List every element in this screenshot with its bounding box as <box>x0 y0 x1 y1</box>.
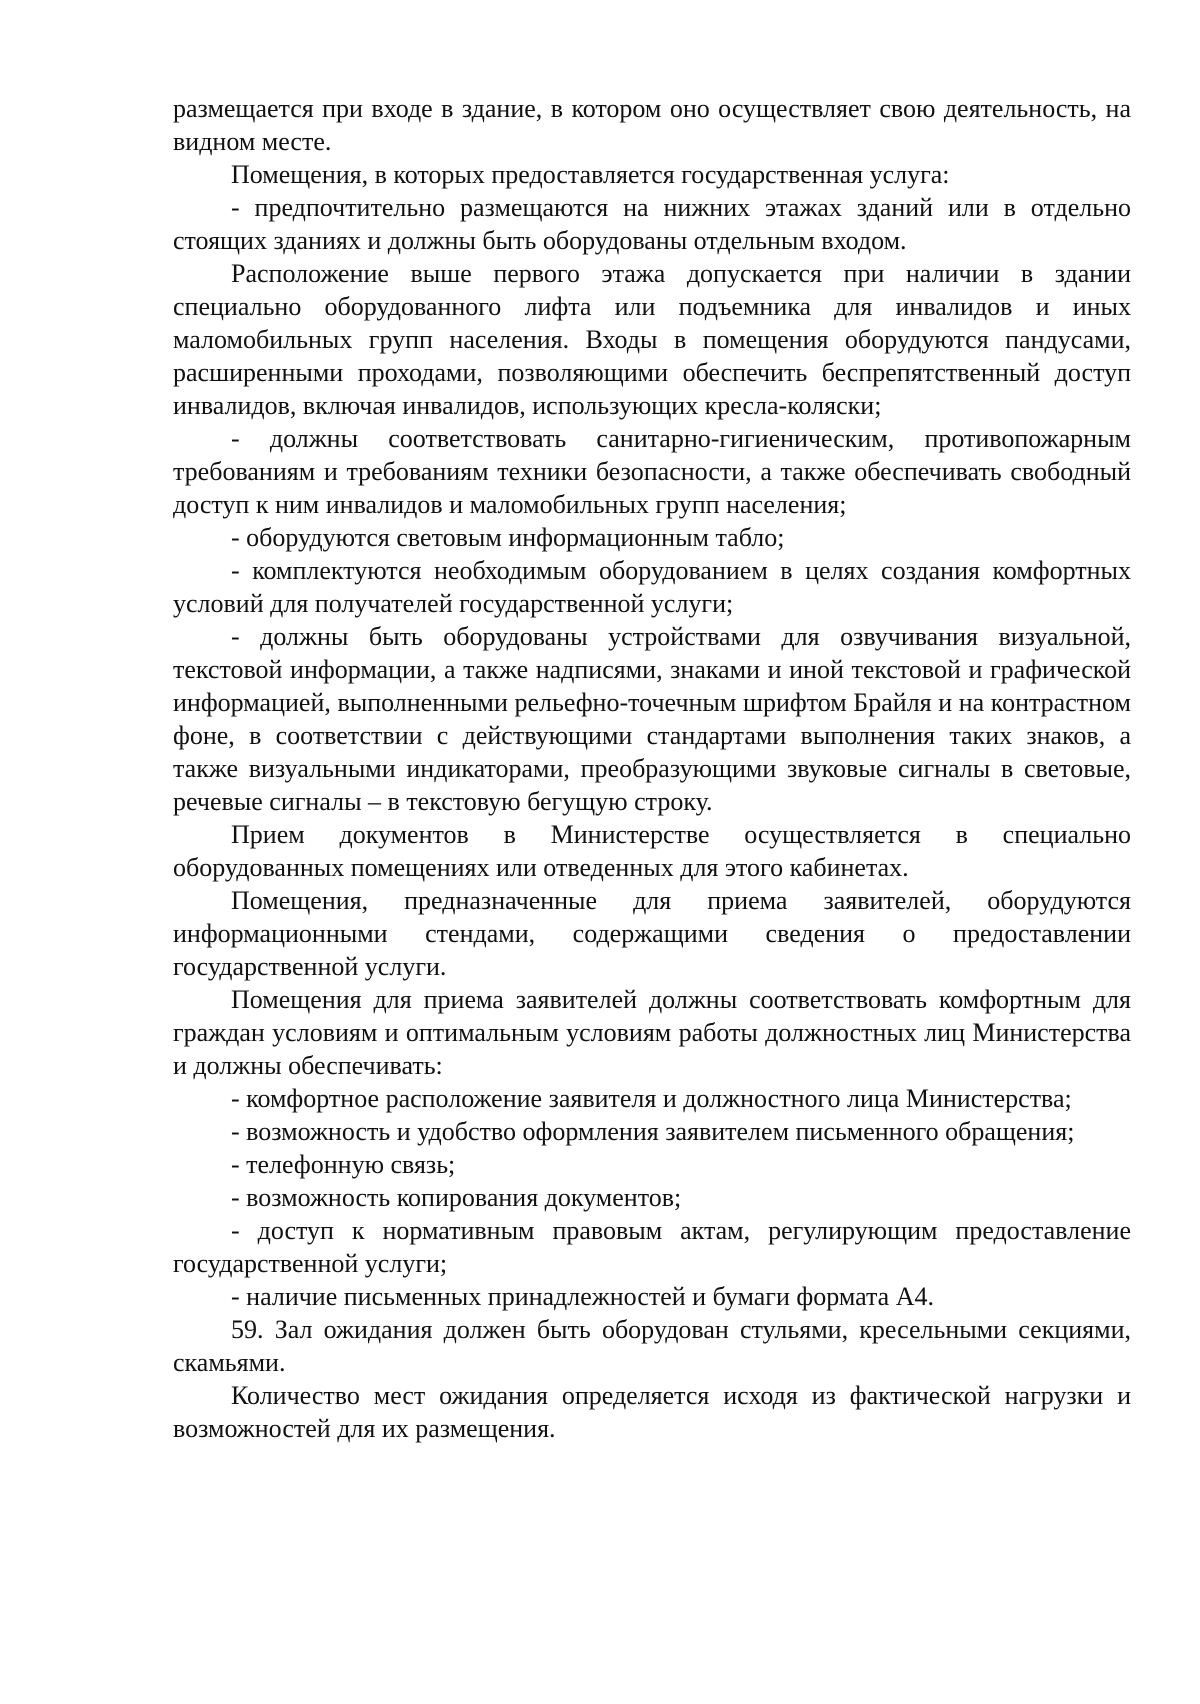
paragraph-info-stands: Помещения, предназначенные для приема заявителей, оборудуются информационными стендами, содержащими сведения о предоставлении государственной услуги. <box>173 886 1131 981</box>
list-item-sanitary-requirements: - должны соответствовать санитарно-гигиеническим, противопожарным требованиям и требованиям техники безопасности, а также обеспечивать свободный доступ к ним инвалидов и маломобильных групп населения; <box>173 424 1131 519</box>
paragraph-waiting-hall: 59. Зал ожидания должен быть оборудован стульями, кресельными секциями, скамьями. <box>173 1315 1131 1377</box>
list-item-equipment: - комплектуются необходимым оборудованием в целях создания комфортных условий для получателей государственной услуги; <box>173 556 1131 618</box>
paragraph-premises-intro: Помещения, в которых предоставляется государственная услуга: <box>231 160 950 189</box>
paragraph-continuation: размещается при входе в здание, в котором оно осуществляет свою деятельность, на видном месте. <box>173 94 1131 156</box>
list-item-stationery: - наличие письменных принадлежностей и бумаги формата А4. <box>231 1282 934 1311</box>
list-item-accessibility-devices: - должны быть оборудованы устройствами для озвучивания визуальной, текстовой информации, а также надписями, знаками и иной текстовой и графической информацией, выполненными рельефно-точечным шрифтом Брайля и на контрастном фоне, в соответствии с действующими стандартами выполнения таких знаков, а также визуальными индикаторами, преобразующими звуковые сигналы в световые, речевые сигналы – в текстовую бегущую строку. <box>173 622 1131 816</box>
list-item-copying: - возможность копирования документов; <box>231 1183 682 1212</box>
paragraph-reception-conditions: Помещения для приема заявителей должны соответствовать комфортным для граждан условиям и оптимальным условиям работы должностных лиц Министерства и должны обеспечивать: <box>173 985 1131 1080</box>
paragraph-upper-floor-access: Расположение выше первого этажа допускается при наличии в здании специально оборудованного лифта или подъемника для инвалидов и иных маломобильных групп населения. Входы в помещения оборудуются пандусами, расширенными проходами, позволяющими обеспечить беспрепятственный доступ инвалидов, включая инвалидов, использующих кресла-коляски; <box>173 259 1131 420</box>
paragraph-document-reception: Прием документов в Министерстве осуществляется в специально оборудованных помещениях или отведенных для этого кабинетах. <box>173 820 1131 882</box>
list-item-comfortable-placement: - комфортное расположение заявителя и должностного лица Министерства; <box>231 1084 1072 1113</box>
list-item-telephone: - телефонную связь; <box>231 1150 456 1179</box>
list-item-info-board: - оборудуются световым информационным табло; <box>231 523 785 552</box>
list-item-lower-floors: - предпочтительно размещаются на нижних этажах зданий или в отдельно стоящих зданиях и должны быть оборудованы отдельным входом. <box>173 193 1131 255</box>
list-item-written-appeal: - возможность и удобство оформления заявителем письменного обращения; <box>231 1117 1075 1146</box>
paragraph-waiting-seats: Количество мест ожидания определяется исходя из фактической нагрузки и возможностей для их размещения. <box>173 1381 1131 1443</box>
list-item-legal-acts: - доступ к нормативным правовым актам, регулирующим предоставление государственной услуги; <box>173 1216 1131 1278</box>
document-body <box>173 92 1131 1445</box>
